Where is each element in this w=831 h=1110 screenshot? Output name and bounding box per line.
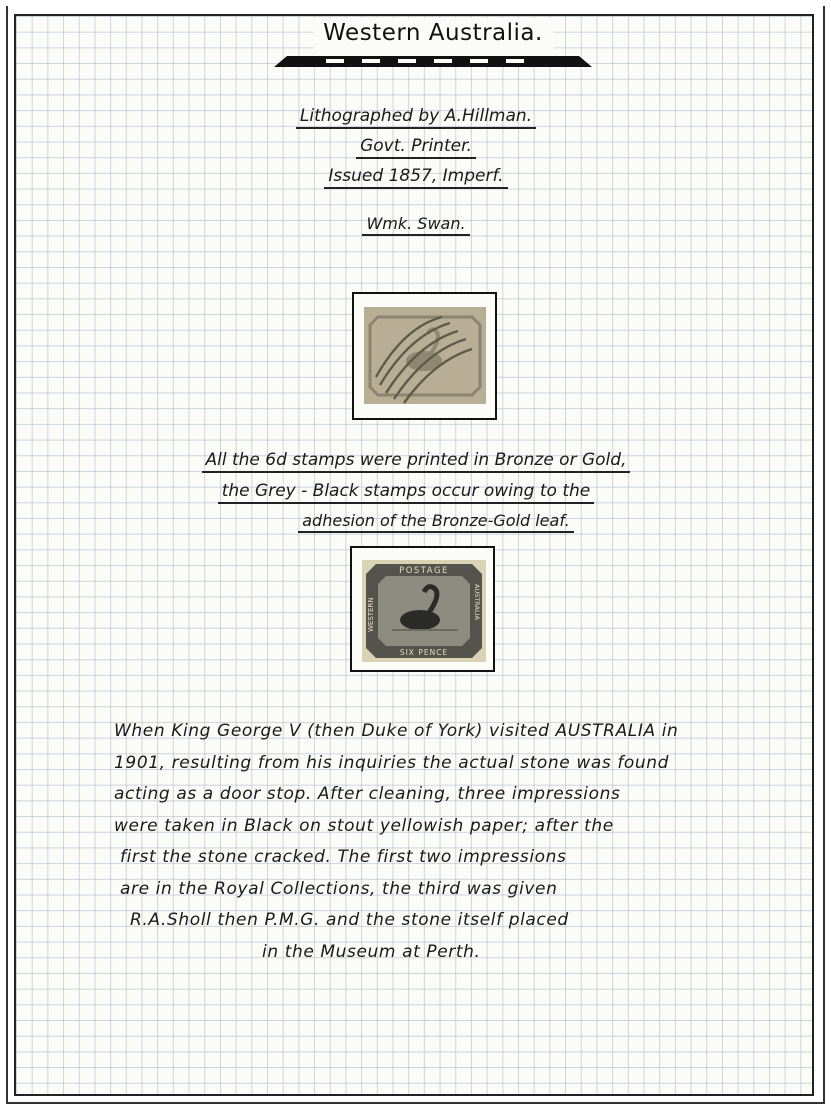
caption-line-1: All the 6d stamps were printed in Bronze or Gold,	[16, 450, 814, 470]
stamp-inscription-top: POSTAGE	[399, 566, 449, 576]
caption-line-2: the Grey - Black stamps occur owing to the	[14, 481, 806, 501]
swan-stamp-image-top	[364, 307, 486, 404]
stamp-inscription-bottom: SIX PENCE	[399, 648, 449, 657]
grey-black-stamp	[362, 560, 486, 662]
history-paragraph	[114, 716, 736, 968]
paragraph-line-6: are in the Royal Collections, the third was given	[120, 878, 558, 899]
paragraph-line-8: in the Museum at Perth.	[262, 941, 481, 962]
title-banner	[274, 16, 592, 74]
header-line-printer: Lithographed by A.Hillman.	[16, 106, 814, 126]
stamp-mount-top	[352, 292, 497, 420]
caption-line-3: adhesion of the Bronze-Gold leaf.	[36, 511, 814, 530]
paragraph-line-2: 1901, resulting from his inquiries the actual stone was found	[114, 752, 670, 773]
album-page	[14, 14, 814, 1096]
swan-stamp-image-bottom	[362, 560, 486, 662]
paragraph-line-4: were taken in Black on stout yellowish paper; after the	[114, 815, 614, 836]
stamp-inscription-left: WESTERN	[367, 597, 375, 632]
paragraph-line-1: When King George V (then Duke of York) visited AUSTRALIA in	[114, 721, 679, 741]
header-line-watermark: Wmk. Swan.	[16, 214, 814, 233]
bronze-stamp	[364, 307, 486, 404]
stamp-mount-bottom	[350, 546, 495, 672]
header-line-issued: Issued 1857, Imperf.	[16, 166, 814, 186]
title-underline-bar	[274, 56, 592, 68]
page-title: Western Australia.	[323, 20, 543, 46]
paragraph-line-5: first the stone cracked. The first two impressions	[120, 847, 567, 867]
paragraph-line-7: R.A.Sholl then P.M.G. and the stone itself placed	[130, 910, 569, 930]
header-line-govt: Govt. Printer.	[16, 136, 814, 156]
paragraph-line-3: acting as a door stop. After cleaning, three impressions	[114, 784, 621, 804]
stamp-inscription-right: AUSTRALIA	[473, 584, 481, 620]
